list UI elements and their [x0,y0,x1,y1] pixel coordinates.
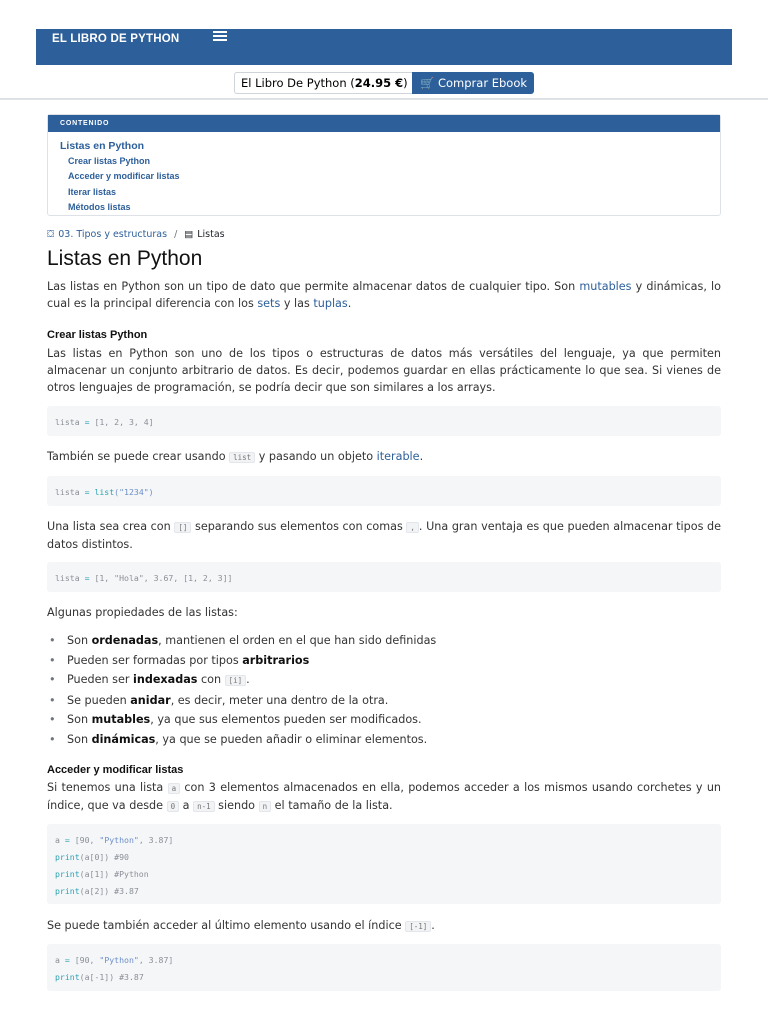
list-item: • Son dinámicas, ya que se pueden añadir o eliminar elementos. [47,730,721,750]
inline-code: a [168,783,181,794]
inline-code: n-1 [193,801,215,812]
inline-code: [i] [225,675,247,686]
breadcrumb-separator: / [174,229,178,240]
code-block[interactable]: lista = [1, "Hola", 3.67, [1, 2, 3]] [47,562,721,592]
toc-link[interactable]: Acceder y modificar listas [68,171,180,181]
props-intro: Algunas propiedades de las listas: [47,606,238,619]
inline-code: [] [174,522,191,533]
code-block[interactable]: a = [90, "Python", 3.87] print(a[0]) #90 print(a[1]) #Python print(a[2]) #3.87 [47,824,721,904]
acceder-paragraph: Si tenemos una lista a con 3 elementos almacenados en ella, podemos acceder a los mismos usando corchetes y un índice, que va desde 0 a n-1 siendo n el tamaño de la lista. [47,781,721,812]
list-item: • Se pueden anidar, es decir, meter una dentro de la otra. [47,691,721,711]
package-icon: ⛋ [47,229,55,240]
inline-code: 0 [167,801,180,812]
sets-link[interactable]: sets [257,297,281,310]
book-price-label: El Libro De Python (24.95 €) [234,72,414,94]
buy-bar [0,67,768,100]
toc-heading: CONTENIDO [48,115,720,132]
intro-paragraph: Las listas en Python son un tipo de dato que permite almacenar datos de cualquier tipo. Son mutables y dinámicas, lo cual es la principal diferencia con los sets y las tuplas. [47,280,722,310]
breadcrumb-current: Listas [197,229,225,240]
properties-list [47,631,721,749]
code-block[interactable]: a = [90, "Python", 3.87] print(a[-1]) #3.87 [47,944,721,991]
section-heading-crear: Crear listas Python [47,329,148,341]
cart-icon: 🛒 [420,76,435,90]
toc-link[interactable]: Crear listas Python [68,156,151,166]
breadcrumb-parent-link[interactable]: 03. Tipos y estructuras [58,229,168,240]
list-item: • Son mutables, ya que sus elementos pueden ser modificados. [47,710,721,730]
code-block[interactable]: lista = list("1234") [47,476,721,506]
hamburger-menu-icon[interactable] [213,31,227,41]
brand-link[interactable]: EL LIBRO DE PYTHON [52,33,180,45]
tuplas-link[interactable]: tuplas [313,297,348,310]
toc-link-main[interactable]: Listas en Python [60,140,145,152]
top-navbar [36,29,732,65]
list-item: • Son ordenadas, mantienen el orden en el que han sido definidas [47,631,721,651]
last-element-paragraph: Se puede también acceder al último elemento usando el índice [-1] . [47,919,435,932]
mutables-link[interactable]: mutables [579,280,632,293]
inline-code: , [406,522,419,533]
toc-link[interactable]: Métodos listas [68,202,131,212]
inline-code: [-1] [405,921,431,932]
book-price: 24.95 € [354,76,404,90]
breadcrumb [47,229,225,240]
section-heading-acceder: Acceder y modificar listas [47,764,184,776]
buy-ebook-button[interactable]: 🛒 Comprar Ebook [412,72,534,94]
iterable-link[interactable]: iterable [376,450,420,463]
brackets-paragraph: Una lista sea crea con [] separando sus elementos con comas , . Una gran ventaja es que pueden almacenar tipos de datos distintos. [47,520,721,551]
crear-paragraph: Las listas en Python son uno de los tipos o estructuras de datos más versátiles del lenguaje, ya que permiten almacenar un conjunto arbitrario de datos. Es decir, podemos guardar en ellas prácticamente lo que sea. Si vienes de otros lenguajes de programación, se podría decir que son similares a los arrays. [47,347,721,394]
list-item: • Pueden ser indexadas con [i] . [47,670,721,691]
notebook-icon: ▤ [184,229,194,240]
inline-code: n [259,801,272,812]
list-item: • Pueden ser formadas por tipos arbitrarios [47,651,721,671]
inline-code: list [229,452,255,463]
code-block[interactable]: lista = [1, 2, 3, 4] [47,406,721,436]
list-constructor-paragraph: También se puede crear usando list y pasando un objeto iterable. [47,450,424,463]
table-of-contents [47,114,721,216]
toc-link[interactable]: Iterar listas [68,187,117,197]
page-title: Listas en Python [47,247,203,270]
